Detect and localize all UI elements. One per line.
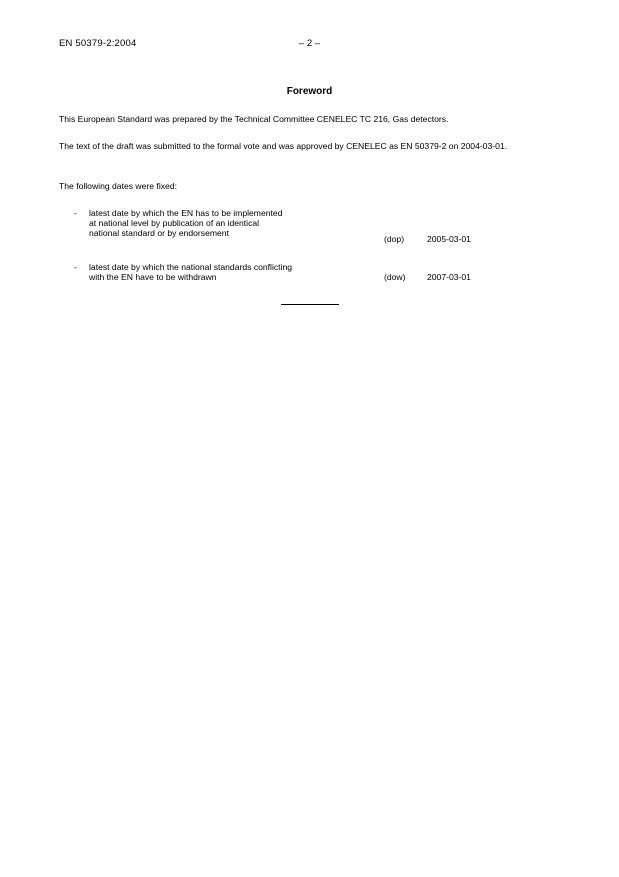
paragraph-dates-intro: The following dates were fixed: xyxy=(59,181,177,191)
page-number: – 2 – xyxy=(298,38,321,49)
date-item-abbreviation: (dop) xyxy=(384,234,405,244)
document-id: EN 50379-2:2004 xyxy=(59,38,137,49)
list-bullet: - xyxy=(74,262,77,272)
date-item-abbreviation: (dow) xyxy=(384,272,406,282)
date-item-date: 2007-03-01 xyxy=(427,272,471,282)
list-bullet: - xyxy=(74,208,77,218)
section-title: Foreword xyxy=(286,86,333,97)
paragraph-committee: This European Standard was prepared by the Technical Committee CENELEC TC 216, Gas detectors. xyxy=(59,114,449,124)
date-item-text: latest date by which the EN has to be implemented at national level by publication of an identical national standard or by endorsement xyxy=(89,208,283,238)
date-item-date: 2005-03-01 xyxy=(427,234,471,244)
paragraph-approval: The text of the draft was submitted to the formal vote and was approved by CENELEC as EN 50379-2 on 2004-03-01. xyxy=(59,141,508,151)
date-item-text: latest date by which the national standards conflicting with the EN have to be withdrawn xyxy=(89,262,293,282)
end-rule xyxy=(281,304,339,305)
